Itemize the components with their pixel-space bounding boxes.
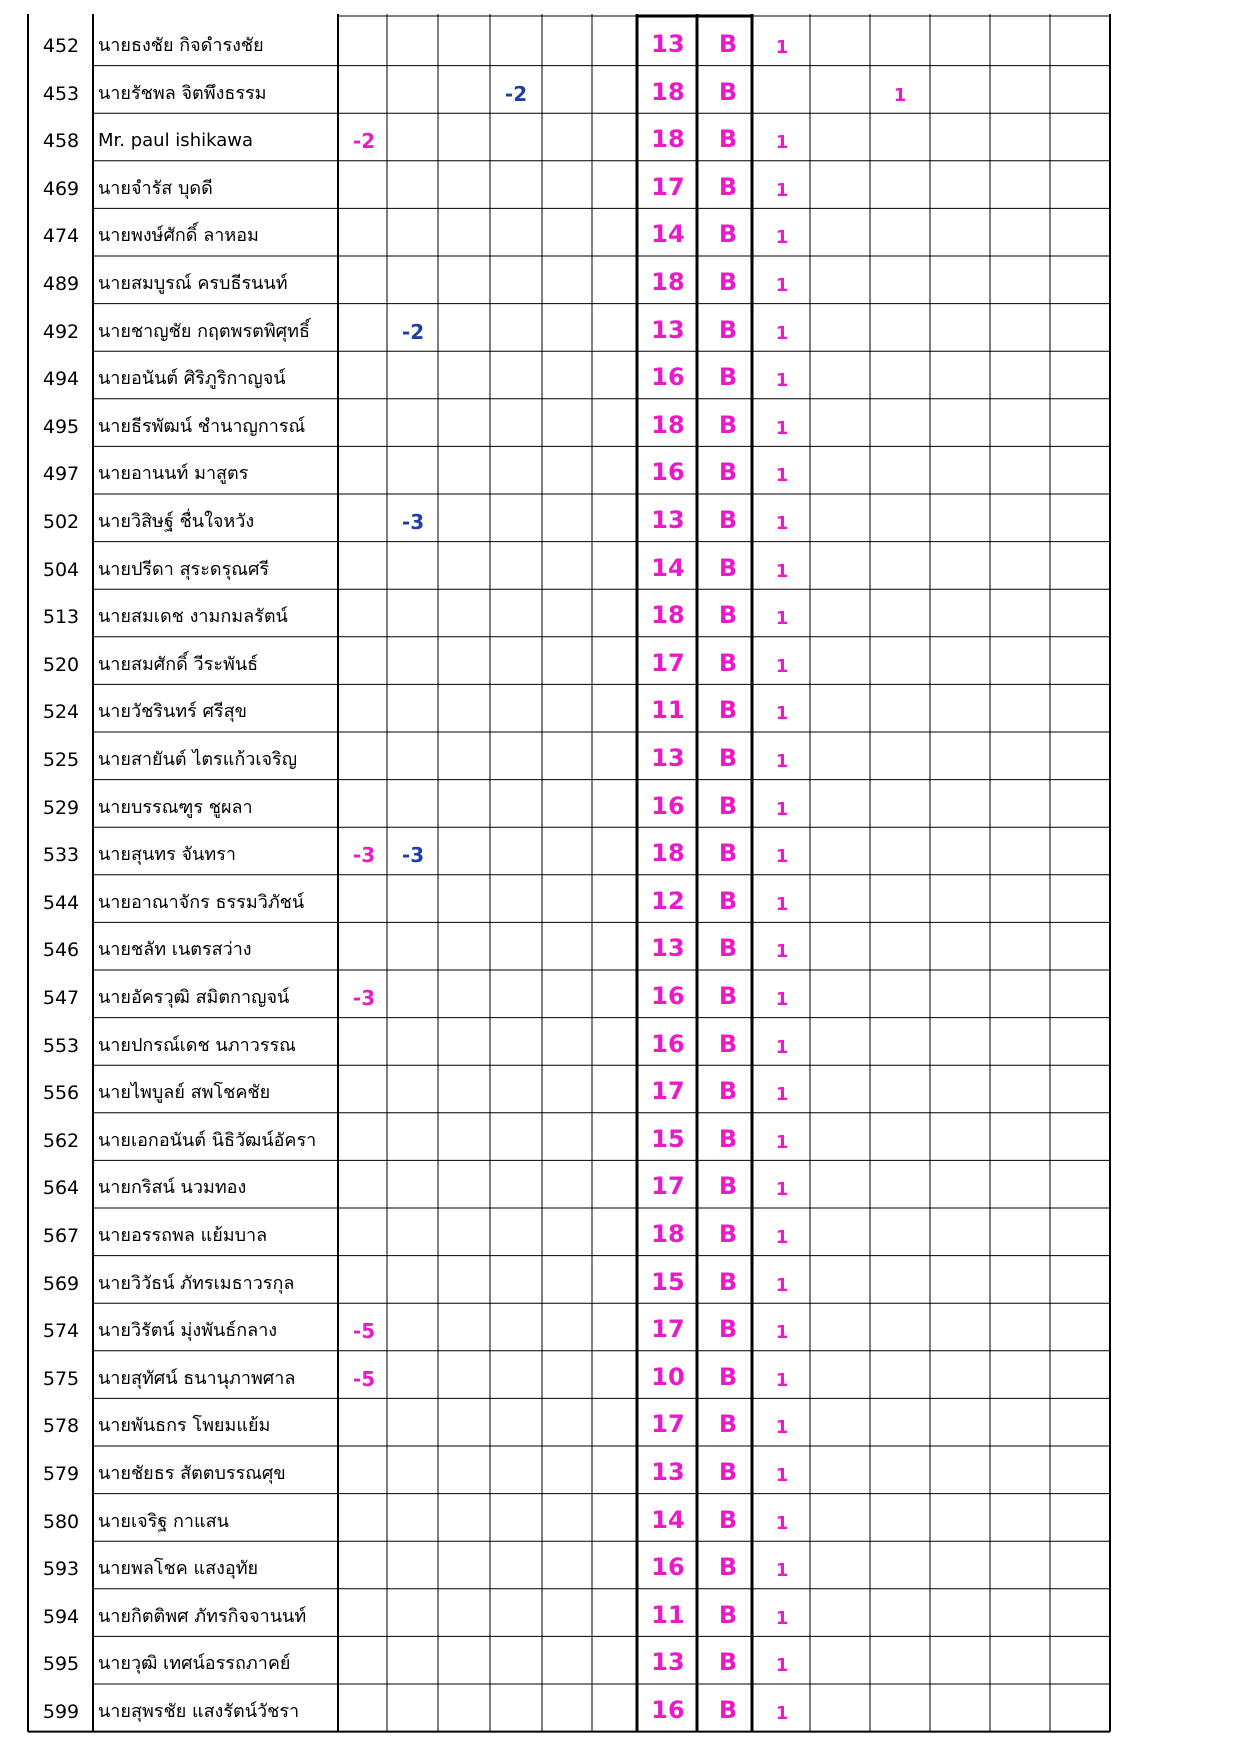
- row-grade: B: [718, 1315, 738, 1344]
- row-adjust-1: -3: [352, 986, 376, 1010]
- row-score: 12: [651, 886, 685, 915]
- row-score: 16: [651, 982, 685, 1010]
- row-grade: B: [718, 1362, 738, 1391]
- row-id: 575: [42, 1367, 80, 1390]
- row-flag-1: 1: [775, 322, 789, 344]
- row-adjust-2: -3: [401, 843, 425, 868]
- row-grade: B: [718, 1172, 738, 1201]
- row-flag-1: 1: [775, 893, 789, 915]
- row-adjust-4: -2: [504, 81, 528, 106]
- row-name: นายวิวัธน์ ภัทรเมธาวรกุล: [98, 1272, 295, 1294]
- row-score: 17: [651, 648, 685, 677]
- row-grade: B: [718, 1410, 738, 1439]
- row-name: นายอาณาจักร ธรรมวิภัชน์: [98, 891, 305, 913]
- row-score: 18: [651, 410, 685, 439]
- row-id: 556: [42, 1082, 80, 1105]
- row-score: 16: [651, 458, 685, 487]
- row-score: 13: [651, 1648, 685, 1677]
- row-score: 13: [651, 1458, 685, 1486]
- row-id: 578: [42, 1415, 80, 1438]
- row-id: 594: [42, 1605, 80, 1628]
- row-grade: B: [718, 886, 738, 915]
- row-grade: B: [718, 125, 738, 154]
- row-grade: B: [718, 1696, 738, 1724]
- row-score: 14: [651, 220, 685, 249]
- row-flag-1: 1: [775, 1607, 789, 1629]
- row-id: 569: [42, 1272, 80, 1295]
- row-score: 16: [651, 791, 685, 820]
- row-id: 544: [42, 891, 80, 914]
- row-grade: B: [718, 363, 738, 392]
- row-grade: B: [718, 30, 738, 58]
- row-grade: B: [718, 506, 738, 534]
- row-flag-1: 1: [775, 513, 789, 534]
- row-id: 520: [42, 653, 80, 676]
- row-flag-1: 1: [775, 1560, 789, 1582]
- row-id: 574: [42, 1320, 80, 1343]
- row-adjust-1: -5: [352, 1319, 376, 1344]
- row-score: 18: [651, 1220, 685, 1248]
- row-score: 17: [651, 1077, 685, 1106]
- row-score: 15: [651, 1124, 685, 1153]
- row-name: นายวุฒิ เทศน์อรรถภาคย์: [98, 1653, 291, 1675]
- row-name: นายสุทัศน์ ธนานุภาพศาล: [98, 1367, 296, 1389]
- row-name: นายวิรัตน์ มุ่งพันธ์กลาง: [98, 1320, 278, 1342]
- row-id: 533: [42, 844, 80, 867]
- row-grade: B: [718, 1124, 738, 1153]
- row-name: นายสมบูรณ์ ครบธีรนนท์: [98, 273, 288, 294]
- row-id: 513: [42, 606, 80, 629]
- row-flag-1: 1: [775, 1227, 789, 1248]
- row-name: นายกิตติพศ ภัทรกิจจานนท์: [98, 1605, 307, 1627]
- row-grade: B: [718, 458, 738, 487]
- row-grade: B: [718, 839, 738, 868]
- row-flag-1: 1: [775, 227, 789, 249]
- row-flag-1: 1: [775, 798, 789, 820]
- row-grade: B: [718, 791, 738, 820]
- row-name: นายสายันต์ ไตรแก้วเจริญ: [98, 749, 298, 770]
- row-flag-1: 1: [775, 1322, 789, 1344]
- row-name: นายวิสิษฐ์ ชื่นใจหวัง: [98, 511, 255, 532]
- row-id: 452: [42, 35, 80, 57]
- row-flag-1: 1: [775, 1369, 789, 1391]
- row-name: นายพันธกร โพยมแย้ม: [98, 1415, 271, 1437]
- row-name: นายชาญชัย กฤตพรตพิศุทธิ์: [98, 320, 310, 342]
- row-flag-1: 1: [775, 608, 789, 630]
- row-id: 492: [42, 320, 80, 343]
- row-id: 599: [42, 1701, 80, 1723]
- row-adjust-2: -3: [401, 510, 425, 534]
- row-grade: B: [718, 1029, 738, 1058]
- row-name: นายอรรถพล แย้มบาล: [98, 1225, 268, 1246]
- row-id: 562: [42, 1129, 80, 1152]
- row-grade: B: [718, 982, 738, 1010]
- row-id: 494: [42, 368, 80, 391]
- row-grade: B: [718, 77, 738, 106]
- row-name: นายจำรัส บุดดี: [98, 177, 213, 199]
- row-flag-1: 1: [775, 370, 789, 392]
- row-name: นายเอกอนันต์ นิธิวัฒน์อัครา: [98, 1129, 317, 1151]
- row-id: 524: [42, 701, 80, 724]
- row-id: 580: [42, 1510, 80, 1533]
- row-flag-1: 1: [775, 846, 789, 868]
- row-score: 16: [651, 1553, 685, 1582]
- row-id: 546: [42, 939, 80, 962]
- row-grade: B: [718, 315, 738, 344]
- row-id: 469: [42, 177, 80, 200]
- row-flag-1: 1: [775, 1179, 789, 1201]
- row-id: 495: [42, 415, 80, 438]
- row-grade: B: [718, 268, 738, 296]
- row-grade: B: [718, 1267, 738, 1296]
- row-score: 13: [651, 30, 685, 58]
- row-score: 14: [651, 1505, 685, 1534]
- row-flag-1: 1: [775, 417, 789, 439]
- row-flag-1: 1: [775, 1703, 789, 1724]
- row-name: นายอนันต์ ศิริภูริกาญจน์: [98, 368, 286, 390]
- row-flag-1: 1: [775, 941, 789, 963]
- row-name: นายสมเดช งามกมลรัตน์: [98, 606, 288, 628]
- row-score: 16: [651, 363, 685, 392]
- row-name: นายสุนทร จันทรา: [98, 844, 236, 866]
- row-id: 564: [42, 1177, 80, 1200]
- row-score: 13: [651, 315, 685, 344]
- row-id: 579: [42, 1463, 80, 1485]
- row-score: 18: [651, 601, 685, 630]
- row-score: 16: [651, 1029, 685, 1058]
- row-grade: B: [718, 553, 738, 582]
- row-grade: B: [718, 1600, 738, 1629]
- row-name: นายชัยธร สัตตบรรณศุข: [98, 1463, 286, 1484]
- row-grade: B: [718, 744, 738, 772]
- row-flag-1: 1: [775, 1131, 789, 1153]
- row-flag-1: 1: [775, 132, 789, 154]
- row-grade: B: [718, 601, 738, 630]
- row-name: นายสุพรชัย แสงรัตน์วัชรา: [98, 1701, 300, 1722]
- row-name: นายบรรณฑูร ชูผลา: [98, 796, 253, 818]
- row-adjust-2: -2: [401, 319, 425, 344]
- row-score: 17: [651, 172, 685, 201]
- row-score: 17: [651, 1315, 685, 1344]
- row-flag-1: 1: [775, 179, 789, 201]
- row-flag-3: 1: [893, 84, 907, 106]
- row-name: นายอัครวุฒิ สมิตกาญจน์: [98, 987, 290, 1008]
- row-score: 15: [651, 1267, 685, 1296]
- row-id: 595: [42, 1653, 80, 1676]
- row-id: 489: [42, 273, 80, 295]
- row-name: นายปกรณ์เดช นภาวรรณ: [98, 1034, 296, 1056]
- row-name: นายปรีดา สุระดรุณศรี: [98, 558, 270, 580]
- row-score: 17: [651, 1410, 685, 1439]
- row-score: 18: [651, 268, 685, 296]
- row-name: นายธีรพัฒน์ ชำนาญการณ์: [98, 415, 306, 437]
- row-id: 525: [42, 749, 80, 771]
- row-flag-1: 1: [775, 751, 789, 772]
- row-name: นายรัชพล จิตพึงธรรม: [98, 82, 267, 104]
- row-id: 474: [42, 225, 80, 248]
- row-flag-1: 1: [775, 465, 789, 487]
- row-grade: B: [718, 220, 738, 249]
- row-flag-1: 1: [775, 1417, 789, 1439]
- row-id: 547: [42, 987, 80, 1009]
- row-name: นายกริสน์ นวมทอง: [98, 1177, 247, 1199]
- row-grade: B: [718, 1553, 738, 1582]
- row-name: นายสมศักดิ์ วีระพันธ์: [98, 653, 259, 675]
- row-grade: B: [718, 172, 738, 201]
- row-grade: B: [718, 1505, 738, 1534]
- row-id: 453: [42, 82, 80, 105]
- row-adjust-1: -3: [352, 843, 376, 868]
- row-adjust-1: -5: [352, 1366, 376, 1391]
- row-name: นายชลัท เนตรสว่าง: [98, 939, 252, 961]
- row-flag-1: 1: [775, 655, 789, 677]
- row-grade: B: [718, 1220, 738, 1248]
- row-grade: B: [718, 1458, 738, 1486]
- row-name: นายพงษ์ศักดิ์ ลาหอม: [98, 225, 259, 247]
- row-score: 13: [651, 744, 685, 772]
- row-adjust-1: -2: [352, 129, 376, 154]
- row-flag-1: 1: [775, 1512, 789, 1534]
- row-flag-1: 1: [775, 1465, 789, 1486]
- row-grade: B: [718, 696, 738, 725]
- row-flag-1: 1: [775, 703, 789, 725]
- row-name: นายธงชัย กิจดำรงชัย: [98, 35, 264, 56]
- row-id: 502: [42, 511, 80, 533]
- row-flag-1: 1: [775, 1655, 789, 1677]
- row-name: นายอานนท์ มาสูตร: [98, 463, 249, 485]
- row-id: 458: [42, 130, 80, 153]
- row-grade: B: [718, 1077, 738, 1106]
- row-name: นายเจริฐ กาแสน: [98, 1510, 229, 1532]
- row-name: นายวัชรินทร์ ศรีสุข: [98, 701, 247, 723]
- row-id: 593: [42, 1558, 80, 1581]
- row-grade: B: [718, 1648, 738, 1677]
- row-flag-1: 1: [775, 989, 789, 1010]
- row-score: 14: [651, 553, 685, 582]
- row-flag-1: 1: [775, 275, 789, 296]
- row-flag-1: 1: [775, 1036, 789, 1058]
- row-flag-1: 1: [775, 560, 789, 582]
- row-score: 16: [651, 1696, 685, 1724]
- row-grade: B: [718, 934, 738, 963]
- row-score: 10: [651, 1362, 685, 1391]
- row-score: 13: [651, 506, 685, 534]
- row-score: 13: [651, 934, 685, 963]
- row-id: 567: [42, 1225, 80, 1247]
- row-flag-1: 1: [775, 37, 789, 58]
- row-score: 11: [651, 1600, 685, 1629]
- row-name: นายพลโชค แสงอุทัย: [98, 1558, 259, 1580]
- row-score: 11: [651, 696, 685, 725]
- row-score: 18: [651, 839, 685, 868]
- row-grade: B: [718, 648, 738, 677]
- row-name: Mr. paul ishikawa: [98, 130, 253, 152]
- row-id: 504: [42, 558, 80, 581]
- row-id: 497: [42, 463, 80, 486]
- row-flag-1: 1: [775, 1084, 789, 1106]
- row-flag-1: 1: [775, 1274, 789, 1296]
- row-name: นายไพบูลย์ สพโชคชัย: [98, 1082, 271, 1104]
- row-score: 18: [651, 125, 685, 154]
- row-grade: B: [718, 410, 738, 439]
- row-id: 529: [42, 796, 80, 819]
- row-score: 17: [651, 1172, 685, 1201]
- row-score: 18: [651, 77, 685, 106]
- row-id: 553: [42, 1034, 80, 1057]
